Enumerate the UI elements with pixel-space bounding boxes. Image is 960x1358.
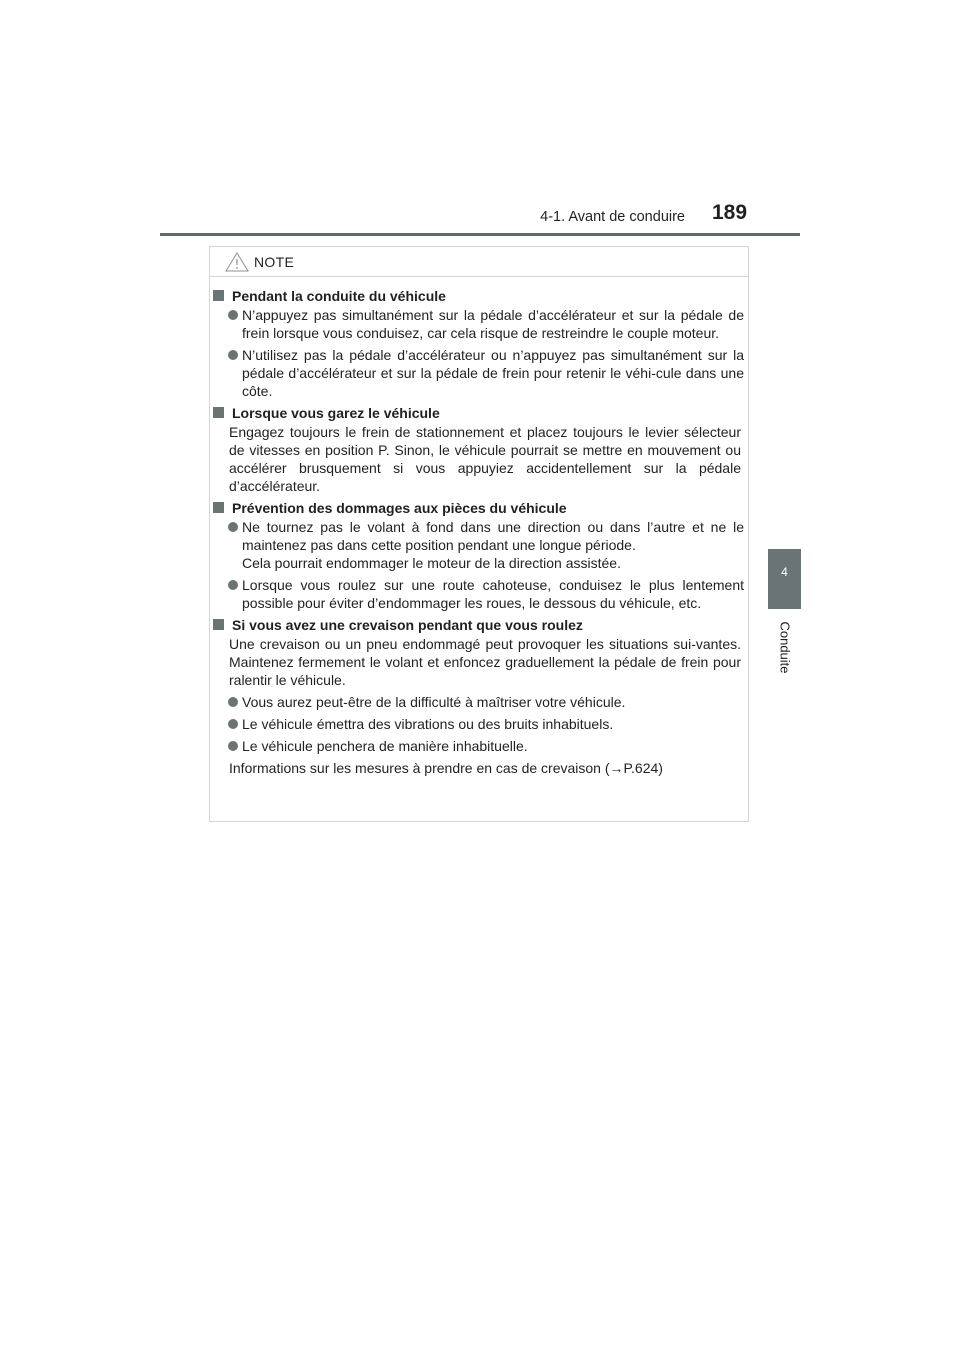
- text-line: Cela pourrait endommager le moteur de la direction assistée.: [242, 555, 621, 571]
- text-line: Une crevaison ou un pneu endommagé peut provoquer les situations sui-vantes. Maintenez fermement le volant et enfoncez graduellement la pédale de frein pour ralentir le véhicule.: [229, 636, 741, 688]
- text-line: Le véhicule émettra des vibrations ou des bruits inhabituels.: [242, 716, 614, 732]
- note-title: NOTE: [254, 254, 295, 270]
- text-line: Le véhicule penchera de manière inhabituelle.: [242, 738, 528, 754]
- bullet-item: [210, 715, 750, 733]
- chapter-label: Conduite: [777, 621, 792, 674]
- text-line: Vous aurez peut-être de la difficulté à maîtriser votre véhicule.: [242, 694, 626, 710]
- round-bullet-icon: [228, 350, 238, 360]
- round-bullet-icon: [228, 741, 238, 751]
- round-bullet-icon: [228, 697, 238, 707]
- note-header: [210, 247, 748, 277]
- section-heading-text: Prévention des dommages aux pièces du véhicule: [232, 500, 567, 516]
- square-bullet-icon: [213, 290, 224, 301]
- text-line: Lorsque vous roulez sur une route cahoteuse, conduisez le plus lentement possible pour éviter d’endommager les roues, le dessous du véhicule, etc.: [242, 577, 744, 611]
- paragraph: [210, 423, 750, 495]
- text-line: Informations sur les mesures à prendre en cas de crevaison (→P.624): [229, 760, 663, 776]
- paragraph: [210, 635, 750, 689]
- text-line: N’utilisez pas la pédale d’accélérateur ou n’appuyez pas simultanément sur la pédale d’accélérateur et sur la pédale de frein pour retenir le véhi-cule dans une côte.: [242, 347, 744, 399]
- page-number: 189: [712, 201, 748, 224]
- round-bullet-icon: [228, 522, 238, 532]
- square-bullet-icon: [213, 502, 224, 513]
- bullet-item: [210, 576, 750, 612]
- section-heading-text: Lorsque vous garez le véhicule: [232, 405, 440, 421]
- section-heading-text: Pendant la conduite du véhicule: [232, 288, 446, 304]
- paragraph: [210, 759, 750, 777]
- bullet-item: [210, 737, 750, 755]
- header-section-title: 4-1. Avant de conduire: [540, 209, 685, 225]
- warning-triangle-icon: [225, 252, 249, 272]
- round-bullet-icon: [228, 310, 238, 320]
- square-bullet-icon: [213, 407, 224, 418]
- bullet-item: [210, 518, 750, 572]
- section-heading-text: Si vous avez une crevaison pendant que vous roulez: [232, 617, 583, 633]
- round-bullet-icon: [228, 719, 238, 729]
- text-line: Ne tournez pas le volant à fond dans une direction ou dans l’autre et ne le maintenez pas dans cette position pendant une longue période.: [242, 519, 744, 553]
- bullet-item: [210, 693, 750, 711]
- round-bullet-icon: [228, 580, 238, 590]
- bullet-item: [210, 306, 750, 342]
- note-section-heading: [213, 287, 750, 305]
- note-box: [209, 246, 749, 822]
- text-line: Engagez toujours le frein de stationnement et placez toujours le levier sélecteur de vitesses en position P. Sinon, le véhicule pourrait se mettre en mouvement ou accélérer brusquement si vous appuyiez accidentellement sur la pédale d’accélérateur.: [229, 424, 741, 494]
- chapter-label-wrap: [768, 618, 801, 678]
- text-line: N’appuyez pas simultanément sur la pédale d’accélérateur et sur la pédale de frein lorsque vous conduisez, car cela risque de restreindre le couple moteur.: [242, 307, 744, 341]
- square-bullet-icon: [213, 619, 224, 630]
- bullet-item: [210, 346, 750, 400]
- note-section-heading: [213, 499, 750, 517]
- header-rule: [160, 233, 800, 236]
- note-section-heading: [213, 404, 750, 422]
- note-section-heading: [213, 616, 750, 634]
- chapter-number: 4: [781, 565, 788, 579]
- note-body: [210, 287, 750, 781]
- chapter-tab: [768, 549, 801, 609]
